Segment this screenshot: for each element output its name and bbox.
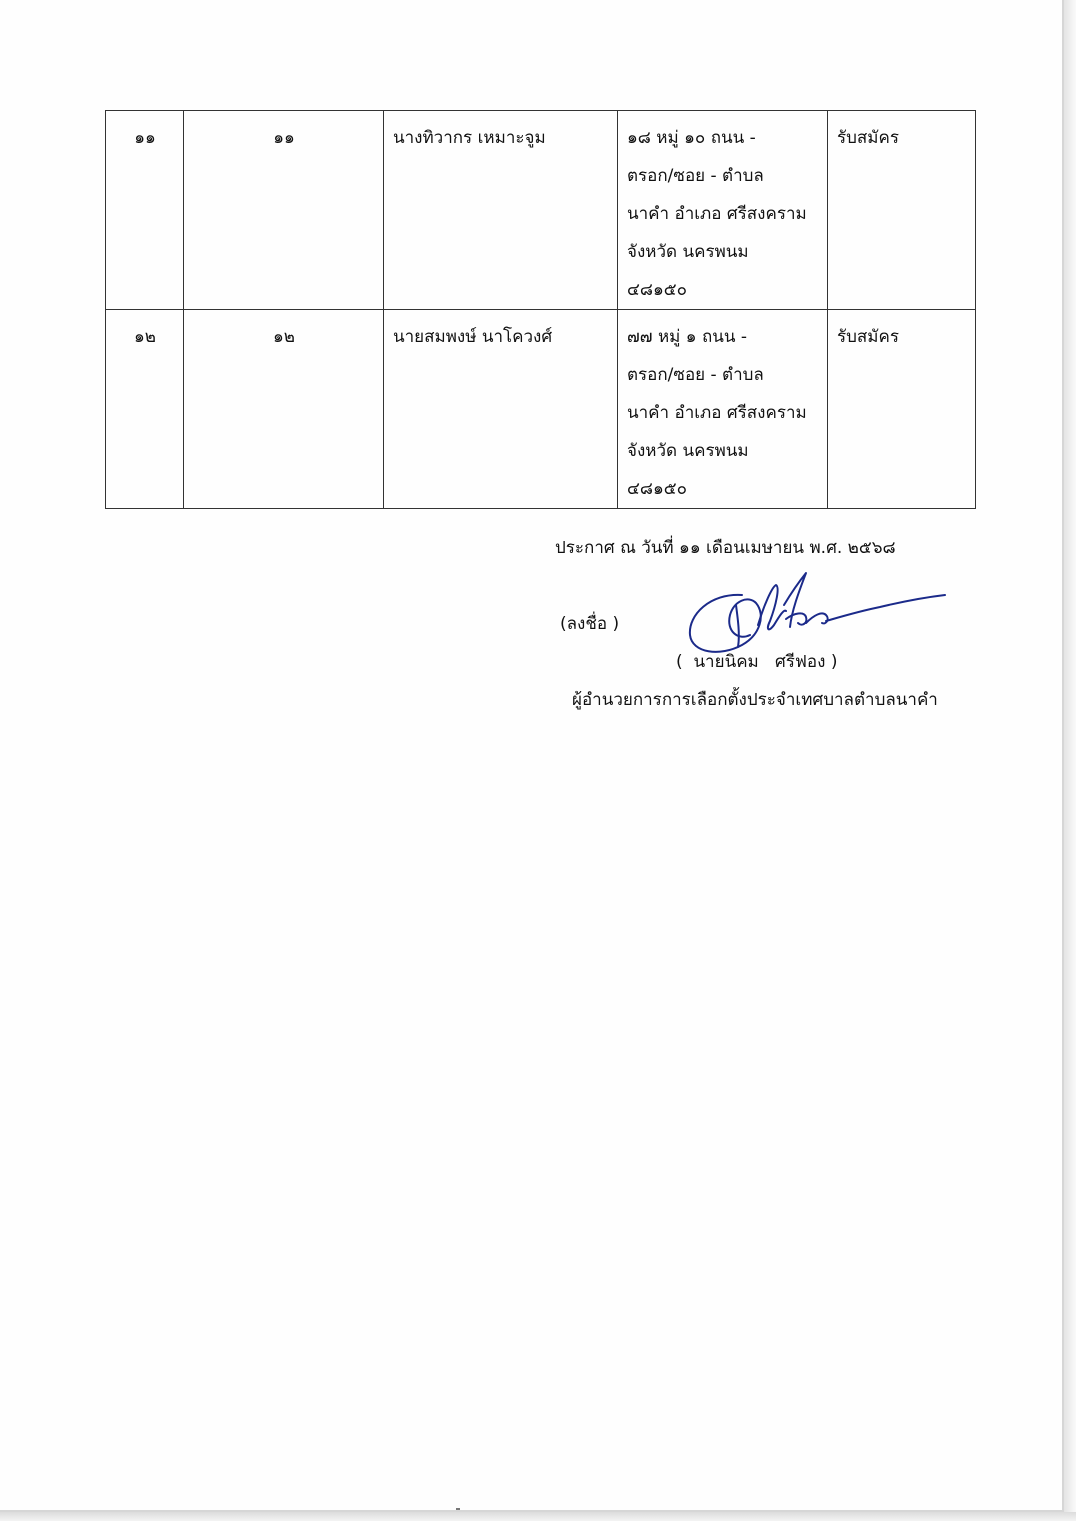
candidate-number-cell: ๑๒: [184, 310, 384, 509]
order-cell: ๑๒: [106, 310, 184, 509]
page-bottom-shadow: [0, 1512, 1076, 1521]
status-cell: รับสมัคร: [828, 310, 976, 509]
address-cell: [618, 310, 828, 509]
signature-label: (ลงชื่อ ): [560, 614, 620, 634]
status-cell: รับสมัคร: [828, 111, 976, 310]
address-line: ๑๘ หมู่ ๑๐ ถนน -: [627, 128, 756, 148]
scan-speck: [456, 1508, 460, 1510]
address-line: นาคำ อำเภอ ศรีสงคราม: [627, 204, 807, 224]
address-line: ๔๘๑๕๐: [627, 280, 688, 300]
address-line: จังหวัด นครพนม: [627, 441, 749, 461]
address-line: ๔๘๑๕๐: [627, 479, 688, 499]
signer-position: ผู้อำนวยการการเลือกตั้งประจำเทศบาลตำบลนาคำ: [572, 690, 938, 710]
address-line: จังหวัด นครพนม: [627, 242, 749, 262]
address-line: นาคำ อำเภอ ศรีสงคราม: [627, 403, 807, 423]
table-row: [106, 111, 976, 310]
address-line: ตรอก/ซอย - ตำบล: [627, 365, 764, 385]
candidate-number-cell: ๑๑: [184, 111, 384, 310]
order-cell: ๑๑: [106, 111, 184, 310]
page-edge-shadow: [1064, 0, 1076, 1521]
announcement-date: ประกาศ ณ วันที่ ๑๑ เดือนเมษายน พ.ศ. ๒๕๖๘: [555, 538, 896, 558]
candidate-name-cell: นางทิวากร เหมาะจูม: [384, 111, 618, 310]
candidate-name-cell: นายสมพงษ์ นาโควงศ์: [384, 310, 618, 509]
address-line: ตรอก/ซอย - ตำบล: [627, 166, 764, 186]
candidate-table: [105, 110, 976, 509]
address-cell: [618, 111, 828, 310]
address-line: ๗๗ หมู่ ๑ ถนน -: [627, 327, 748, 347]
table-row: [106, 310, 976, 509]
signer-name: ( นายนิคม ศรีฟอง ): [676, 652, 838, 672]
